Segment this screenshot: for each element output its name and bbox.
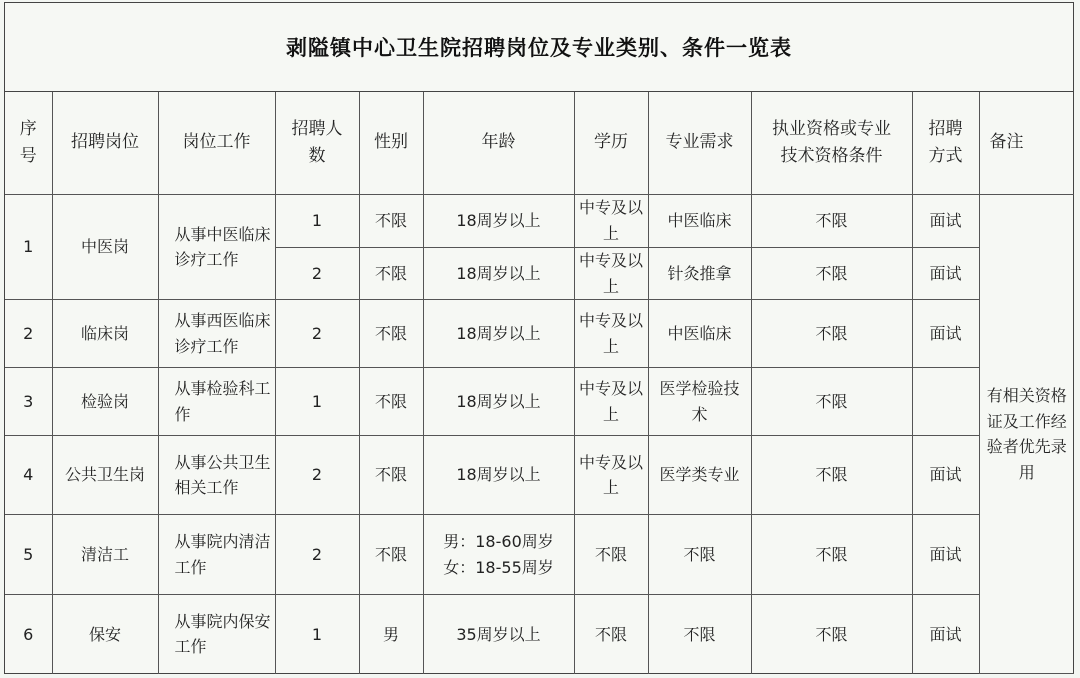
table-row	[5, 595, 1074, 674]
table-row	[5, 436, 1074, 515]
header-method-line1: 招聘	[928, 118, 963, 139]
cell-duty	[158, 195, 275, 300]
header-major: 专业需求	[648, 92, 751, 195]
cell-seq: 1	[5, 195, 52, 300]
header-method-line2: 方式	[928, 146, 963, 166]
header-method	[912, 92, 979, 195]
cell-count: 1	[275, 368, 359, 436]
cell-duty-text: 从事院内保安工作	[174, 611, 271, 657]
cell-education: 中专及以上	[574, 436, 648, 515]
cell-duty-text: 从事中医临床诊疗工作	[174, 224, 271, 270]
cell-count: 2	[275, 436, 359, 515]
cell-major: 中医临床	[648, 300, 751, 368]
recruitment-table	[5, 92, 1074, 674]
cell-education: 中专及以上	[574, 368, 648, 436]
cell-post: 临床岗	[52, 300, 158, 368]
cell-duty	[158, 436, 275, 515]
cell-method	[912, 368, 979, 436]
cell-duty-text: 从事院内清洁工作	[174, 532, 271, 577]
cell-count: 2	[275, 515, 359, 595]
header-count-line1: 招聘人	[291, 118, 343, 139]
header-seq-line1: 序	[19, 118, 37, 139]
table-row	[5, 515, 1074, 595]
cell-gender: 不限	[359, 248, 423, 300]
table-row	[5, 195, 1074, 248]
cell-method: 面试	[912, 436, 979, 515]
cell-education: 不限	[574, 595, 648, 674]
header-qual-line2: 技术资格条件	[780, 146, 883, 166]
cell-education: 中专及以上	[574, 195, 648, 248]
cell-major: 针灸推拿	[648, 248, 751, 300]
cell-count: 1	[275, 195, 359, 248]
cell-major: 中医临床	[648, 195, 751, 248]
cell-duty-text: 从事公共卫生相关工作	[174, 452, 271, 498]
cell-method: 面试	[912, 300, 979, 368]
cell-method: 面试	[912, 515, 979, 595]
header-seq-line2: 号	[19, 146, 37, 166]
cell-duty	[158, 595, 275, 674]
cell-count: 2	[275, 300, 359, 368]
cell-education: 中专及以上	[574, 300, 648, 368]
cell-count: 1	[275, 595, 359, 674]
header-count	[275, 92, 359, 195]
recruitment-table-document	[4, 2, 1074, 674]
cell-post: 中医岗	[52, 195, 158, 300]
cell-age: 18周岁以上	[423, 436, 574, 515]
cell-qualification: 不限	[751, 300, 912, 368]
cell-qualification: 不限	[751, 515, 912, 595]
header-duty: 岗位工作	[158, 92, 275, 195]
cell-post: 清洁工	[52, 515, 158, 595]
cell-qualification: 不限	[751, 368, 912, 436]
cell-education: 不限	[574, 515, 648, 595]
cell-age: 18周岁以上	[423, 300, 574, 368]
cell-seq: 5	[5, 515, 52, 595]
cell-duty-text: 从事西医临床诊疗工作	[174, 311, 271, 356]
cell-seq: 3	[5, 368, 52, 436]
cell-gender: 不限	[359, 436, 423, 515]
cell-qualification: 不限	[751, 595, 912, 674]
header-count-line2: 数	[308, 146, 326, 166]
header-remark: 备注	[979, 92, 1074, 195]
cell-duty	[158, 515, 275, 595]
cell-duty-text: 从事检验科工作	[174, 379, 271, 424]
table-row	[5, 300, 1074, 368]
cell-post: 公共卫生岗	[52, 436, 158, 515]
cell-education: 中专及以上	[574, 248, 648, 300]
cell-gender: 不限	[359, 300, 423, 368]
header-row	[5, 92, 1074, 195]
cell-count: 2	[275, 248, 359, 300]
cell-method: 面试	[912, 248, 979, 300]
cell-qualification: 不限	[751, 436, 912, 515]
document-title: 剥隘镇中心卫生院招聘岗位及专业类别、条件一览表	[5, 3, 1073, 92]
cell-method: 面试	[912, 195, 979, 248]
cell-method: 面试	[912, 595, 979, 674]
cell-seq: 4	[5, 436, 52, 515]
cell-age-line1: 男：18-60周岁	[443, 532, 554, 552]
cell-age: 18周岁以上	[423, 368, 574, 436]
cell-age	[423, 515, 574, 595]
cell-age-line2: 女：18-55周岁	[443, 557, 554, 577]
cell-seq: 6	[5, 595, 52, 674]
header-gender: 性别	[359, 92, 423, 195]
cell-gender: 不限	[359, 195, 423, 248]
cell-duty	[158, 300, 275, 368]
cell-post: 检验岗	[52, 368, 158, 436]
header-qualification	[751, 92, 912, 195]
cell-major: 不限	[648, 515, 751, 595]
header-seq	[5, 92, 52, 195]
cell-age: 35周岁以上	[423, 595, 574, 674]
header-education: 学历	[574, 92, 648, 195]
cell-major: 医学类专业	[648, 436, 751, 515]
cell-qualification: 不限	[751, 195, 912, 248]
cell-gender: 男	[359, 595, 423, 674]
cell-major: 医学检验技术	[648, 368, 751, 436]
cell-remark: 有相关资格证及工作经验者优先录用	[979, 195, 1074, 674]
cell-seq: 2	[5, 300, 52, 368]
cell-gender: 不限	[359, 515, 423, 595]
header-age: 年龄	[423, 92, 574, 195]
cell-major: 不限	[648, 595, 751, 674]
cell-qualification: 不限	[751, 248, 912, 300]
cell-age: 18周岁以上	[423, 248, 574, 300]
table-row	[5, 368, 1074, 436]
cell-post: 保安	[52, 595, 158, 674]
header-post: 招聘岗位	[52, 92, 158, 195]
cell-gender: 不限	[359, 368, 423, 436]
header-qual-line1: 执业资格或专业	[772, 118, 891, 139]
cell-age: 18周岁以上	[423, 195, 574, 248]
cell-duty	[158, 368, 275, 436]
